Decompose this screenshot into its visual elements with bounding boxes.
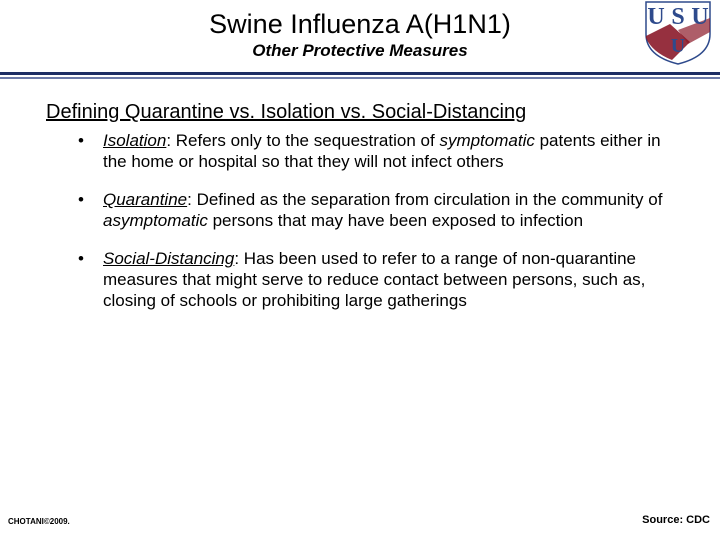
bullet-isolation (78, 130, 678, 172)
svg-text:U: U (691, 4, 709, 30)
svg-text:S: S (671, 4, 685, 30)
bullet-text: : Refers only to the sequestration of (166, 131, 440, 150)
slide-subtitle: Other Protective Measures (252, 41, 468, 60)
bullet-text: : Defined as the separation from circulation in the community of (187, 190, 663, 209)
bullet-text: : Has been used to refer to a range of non-quarantine measures that might serve to reduce contact between persons, such as, closing of schools or prohibiting large gatherings (103, 249, 646, 310)
source-note: Source: CDC (642, 514, 710, 526)
header-rule-dark (0, 72, 720, 75)
bullet-list (78, 130, 678, 328)
bullet-emphasis: symptomatic (439, 131, 535, 150)
bullet-term: Quarantine (103, 190, 188, 209)
bullet-term: Social-Distancing (103, 249, 235, 268)
bullet-dot-icon: • (78, 131, 84, 150)
section-heading: Defining Quarantine vs. Isolation vs. Social-Distancing (46, 101, 527, 123)
bullet-social-distancing (78, 248, 678, 311)
svg-text:U: U (647, 4, 665, 30)
bullet-emphasis: asymptomatic (103, 211, 208, 230)
header-rule-light (0, 77, 720, 79)
copyright-note: CHOTANI©2009. (8, 517, 70, 526)
bullet-quarantine (78, 189, 678, 231)
bullet-text: persons that may have been exposed to infection (207, 211, 584, 230)
slide-title: Swine Influenza A(H1N1) (209, 9, 511, 39)
bullet-term: Isolation (103, 131, 167, 150)
bullet-text: patents either in the home or hospital so that they will not infect others (103, 131, 661, 171)
bullet-dot-icon: • (78, 249, 84, 268)
svg-text:U: U (670, 35, 686, 57)
bullet-dot-icon: • (78, 190, 84, 209)
usu-logo-icon (642, 0, 714, 66)
